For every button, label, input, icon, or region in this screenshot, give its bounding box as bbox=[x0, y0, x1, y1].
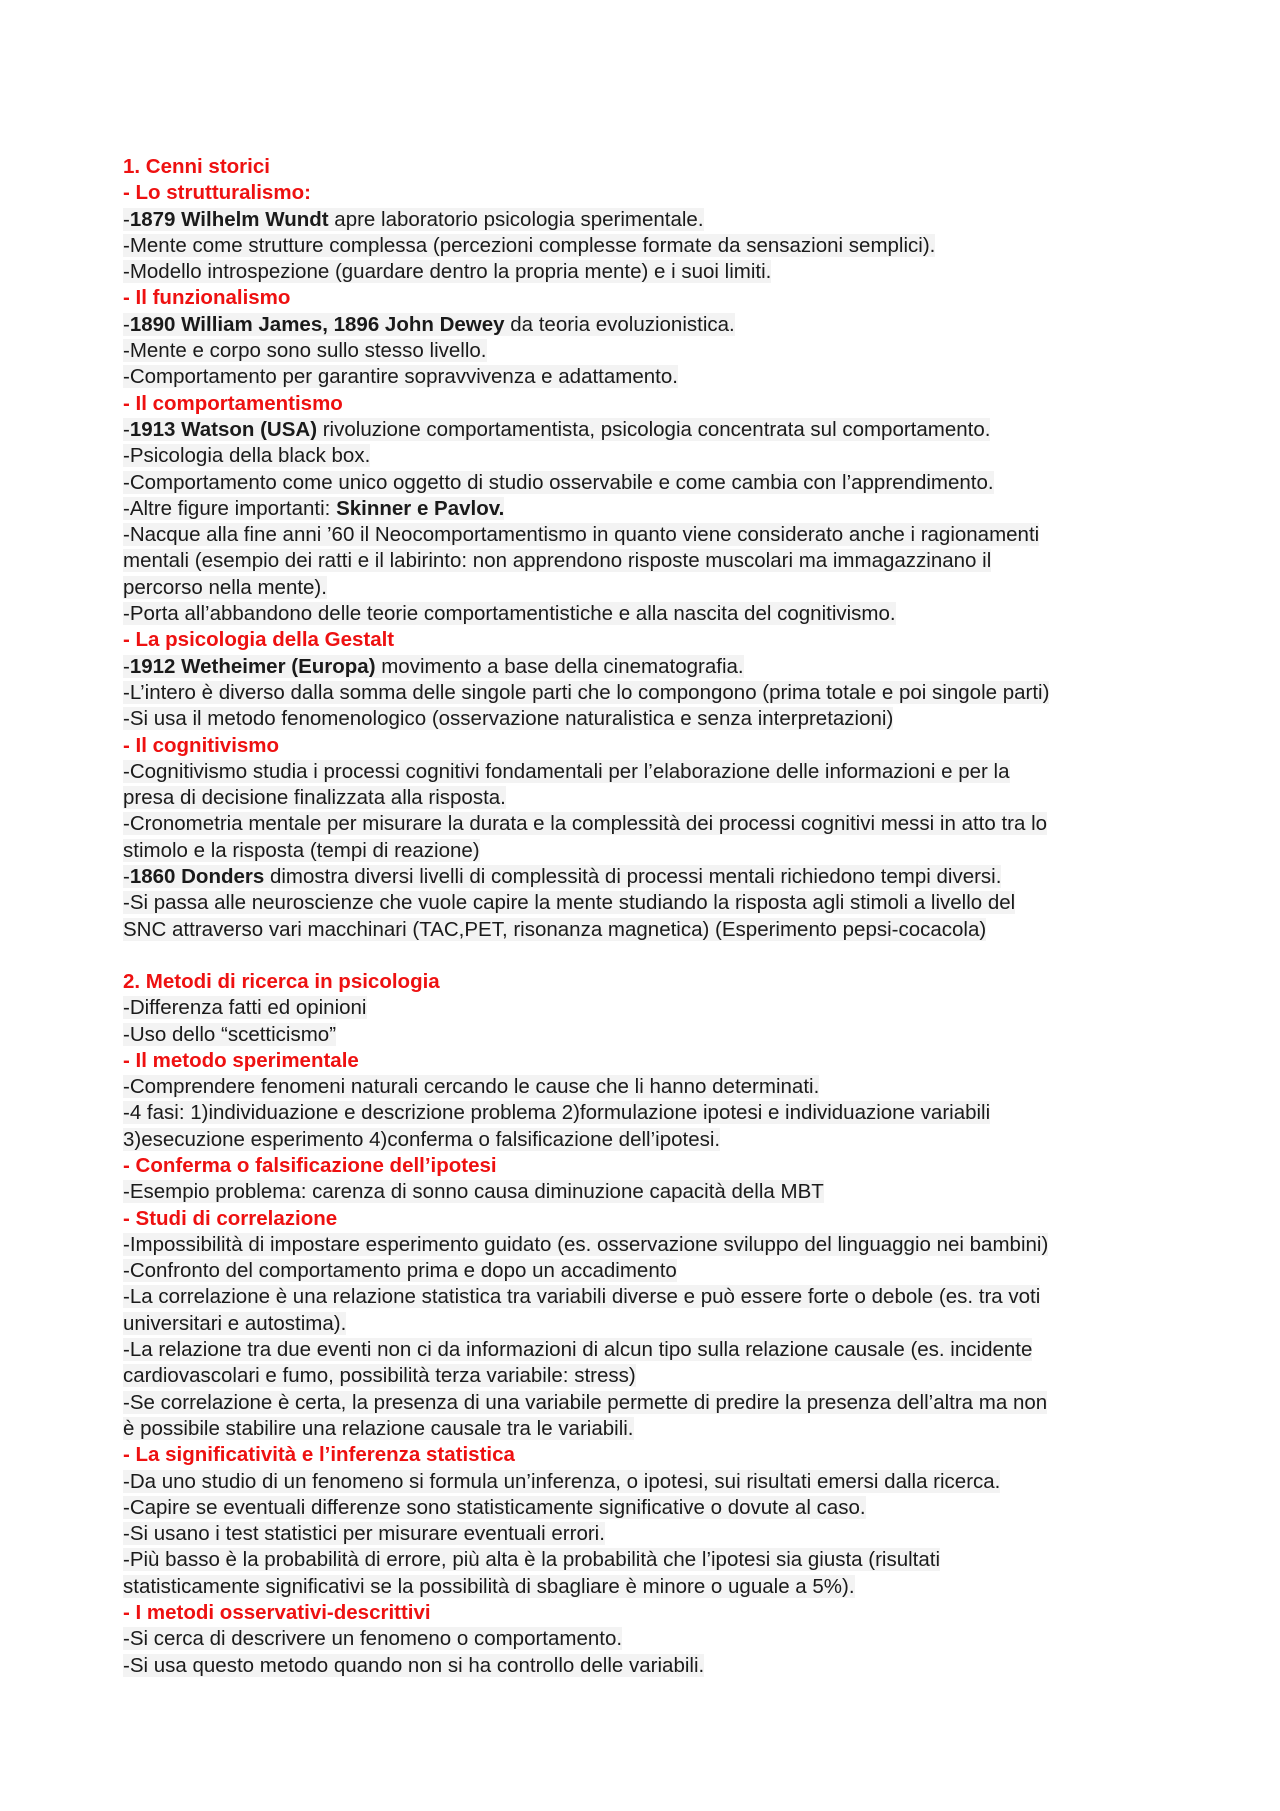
text-line bbox=[123, 259, 1173, 285]
text-line bbox=[123, 654, 1173, 680]
plain-text: Nacque alla fine anni ’60 il Neocomportamentismo in quanto viene considerato anche i ragionamenti bbox=[129, 523, 1040, 547]
plain-text: Capire se eventuali differenze sono statisticamente significative o dovute al caso. bbox=[129, 1495, 866, 1519]
text-line bbox=[123, 1100, 1173, 1126]
text-line-continuation bbox=[123, 548, 1173, 574]
text-line bbox=[123, 522, 1173, 548]
text-line bbox=[123, 759, 1173, 785]
plain-text: Si usano i test statistici per misurare eventuali errori. bbox=[129, 1522, 605, 1546]
text-line bbox=[123, 1258, 1173, 1284]
text-line-continuation bbox=[123, 575, 1173, 601]
plain-text: Differenza fatti ed opinioni bbox=[129, 996, 367, 1020]
line-text: -L’intero è diverso dalla somma delle singole parti che lo compongono (prima totale e poi singole parti) bbox=[123, 680, 1050, 704]
text-line bbox=[123, 1469, 1173, 1495]
line-text: -Più basso è la probabilità di errore, più alta è la probabilità che l’ipotesi sia giusta (risultati bbox=[123, 1548, 941, 1572]
line-text: -1890 William James, 1896 John Dewey da teoria evoluzionistica. bbox=[123, 312, 735, 336]
line-text: -Se correlazione è certa, la presenza di una variabile permette di predire la presenza dell’altra ma non bbox=[123, 1390, 1048, 1414]
line-text: presa di decisione finalizzata alla risposta. bbox=[123, 786, 506, 810]
plain-text: Si cerca di descrivere un fenomeno o comportamento. bbox=[129, 1627, 623, 1651]
text-line bbox=[123, 496, 1173, 522]
line-text: -Nacque alla fine anni ’60 il Neocomportamentismo in quanto viene considerato anche i ragionamenti bbox=[123, 523, 1040, 547]
plain-text: rivoluzione comportamentista, psicologia concentrata sul comportamento. bbox=[317, 417, 991, 441]
line-text: -Cognitivismo studia i processi cognitivi fondamentali per l’elaborazione delle informazioni e per la bbox=[123, 759, 1010, 783]
text-line bbox=[123, 811, 1173, 837]
line-text: -Comportamento per garantire sopravvivenza e adattamento. bbox=[123, 365, 678, 389]
plain-text: Da uno studio di un fenomeno si formula un’inferenza, o ipotesi, sui risultati emersi dalla ricerca. bbox=[129, 1469, 1001, 1493]
line-text: -Da uno studio di un fenomeno si formula un’inferenza, o ipotesi, sui risultati emersi dalla ricerca. bbox=[123, 1469, 1001, 1493]
text-line bbox=[123, 1022, 1173, 1048]
text-line bbox=[123, 1337, 1173, 1363]
text-line bbox=[123, 706, 1173, 732]
line-text: percorso nella mente). bbox=[123, 575, 327, 599]
text-line-continuation bbox=[123, 1311, 1173, 1337]
plain-text: dimostra diversi livelli di complessità di processi mentali richiedono tempi diversi. bbox=[264, 865, 1002, 889]
text-line bbox=[123, 864, 1173, 890]
line-text: -Porta all’abbandono delle teorie comportamentistiche e alla nascita del cognitivismo. bbox=[123, 602, 896, 626]
text-line bbox=[123, 1284, 1173, 1310]
text-line bbox=[123, 1653, 1173, 1679]
plain-text: movimento a base della cinematografia. bbox=[375, 654, 744, 678]
line-text: -Si usano i test statistici per misurare eventuali errori. bbox=[123, 1522, 605, 1546]
text-line bbox=[123, 443, 1173, 469]
plain-text: Mente e corpo sono sullo stesso livello. bbox=[129, 339, 487, 363]
section-title: 1. Cenni storici bbox=[123, 155, 270, 178]
text-line bbox=[123, 680, 1173, 706]
line-text: -Confronto del comportamento prima e dopo un accadimento bbox=[123, 1259, 677, 1283]
plain-text: da teoria evoluzionistica. bbox=[504, 312, 735, 336]
text-line bbox=[123, 312, 1173, 338]
line-text: -Mente come strutture complessa (percezioni complesse formate da sensazioni semplici). bbox=[123, 233, 936, 257]
document-page bbox=[123, 154, 1173, 1679]
text-line bbox=[123, 338, 1173, 364]
line-text: 3)esecuzione esperimento 4)conferma o falsificazione dell’ipotesi. bbox=[123, 1127, 721, 1151]
subsection-heading: - La psicologia della Gestalt bbox=[123, 628, 395, 652]
line-text: stimolo e la risposta (tempi di reazione) bbox=[123, 838, 480, 862]
text-line bbox=[123, 1232, 1173, 1258]
plain-text: Si usa questo metodo quando non si ha controllo delle variabili. bbox=[129, 1653, 705, 1677]
text-line bbox=[123, 1390, 1173, 1416]
subsection-heading: - Studi di correlazione bbox=[123, 1206, 338, 1230]
bold-text: 1913 Watson (USA) bbox=[129, 417, 318, 441]
text-line bbox=[123, 1074, 1173, 1100]
text-line-continuation bbox=[123, 917, 1173, 943]
line-text: -La correlazione è una relazione statistica tra variabili diverse e può essere forte o debole (es. tra voti bbox=[123, 1285, 1041, 1309]
text-line bbox=[123, 364, 1173, 390]
plain-text: Si usa il metodo fenomenologico (osservazione naturalistica e senza interpretazioni) bbox=[129, 707, 894, 731]
text-line bbox=[123, 470, 1173, 496]
line-text: -Mente e corpo sono sullo stesso livello. bbox=[123, 339, 487, 363]
plain-text: Porta all’abbandono delle teorie comportamentistiche e alla nascita del cognitivismo. bbox=[129, 602, 896, 626]
line-text: -Comportamento come unico oggetto di studio osservabile e come cambia con l’apprendimento. bbox=[123, 470, 994, 494]
text-line-continuation bbox=[123, 1416, 1173, 1442]
plain-text: Impossibilità di impostare esperimento guidato (es. osservazione sviluppo del linguaggio nei bambini) bbox=[129, 1232, 1049, 1256]
line-text: -La relazione tra due eventi non ci da informazioni di alcun tipo sulla relazione causale (es. incidente bbox=[123, 1338, 1033, 1362]
line-text: -Cronometria mentale per misurare la durata e la complessità dei processi cognitivi messi in atto tra lo bbox=[123, 812, 1048, 836]
subsection-heading: - Il funzionalismo bbox=[123, 286, 291, 310]
plain-text: Psicologia della black box. bbox=[129, 444, 371, 468]
text-line-continuation bbox=[123, 1363, 1173, 1389]
subsection-heading: - Il metodo sperimentale bbox=[123, 1048, 359, 1072]
text-line bbox=[123, 1179, 1173, 1205]
bold-text: 1860 Donders bbox=[129, 865, 265, 889]
line-text: -Esempio problema: carenza di sonno causa diminuzione capacità della MBT bbox=[123, 1180, 824, 1204]
text-line bbox=[123, 207, 1173, 233]
section-title: 2. Metodi di ricerca in psicologia bbox=[123, 969, 440, 993]
plain-text: Comprendere fenomeni naturali cercando le cause che li hanno determinati. bbox=[129, 1075, 820, 1099]
line-text: -Capire se eventuali differenze sono statisticamente significative o dovute al caso. bbox=[123, 1495, 866, 1519]
text-line-continuation bbox=[123, 785, 1173, 811]
text-line bbox=[123, 417, 1173, 443]
line-text: -1913 Watson (USA) rivoluzione comportamentista, psicologia concentrata sul comportamento. bbox=[123, 417, 991, 441]
line-text: statisticamente significativi se la possibilità di sbagliare è minore o uguale a 5%). bbox=[123, 1574, 855, 1598]
text-line bbox=[123, 1547, 1173, 1573]
text-line bbox=[123, 995, 1173, 1021]
line-text: -1860 Donders dimostra diversi livelli di complessità di processi mentali richiedono tempi diversi. bbox=[123, 865, 1002, 889]
section-gap bbox=[123, 943, 1173, 969]
line-text: -4 fasi: 1)individuazione e descrizione problema 2)formulazione ipotesi e individuazione variabili bbox=[123, 1101, 991, 1125]
line-text: è possibile stabilire una relazione causale tra le variabili. bbox=[123, 1416, 634, 1440]
line-text: -Modello introspezione (guardare dentro la propria mente) e i suoi limiti. bbox=[123, 260, 772, 284]
plain-text: apre laboratorio psicologia sperimentale. bbox=[328, 207, 704, 231]
subsection-heading: - Il comportamentismo bbox=[123, 391, 343, 415]
plain-text: Cognitivismo studia i processi cognitivi fondamentali per l’elaborazione delle informazioni e per la bbox=[129, 759, 1010, 783]
subsection-heading: - Lo strutturalismo: bbox=[123, 181, 311, 205]
line-text: -Si usa questo metodo quando non si ha controllo delle variabili. bbox=[123, 1653, 705, 1677]
line-text: mentali (esempio dei ratti e il labirinto: non apprendono risposte muscolari ma immagazzinano il bbox=[123, 549, 992, 573]
text-line-continuation bbox=[123, 1574, 1173, 1600]
bold-text: 1879 Wilhelm Wundt bbox=[129, 207, 329, 231]
text-line-continuation bbox=[123, 1127, 1173, 1153]
line-text: -Uso dello “scetticismo” bbox=[123, 1022, 337, 1046]
line-text: -Si usa il metodo fenomenologico (osservazione naturalistica e senza interpretazioni) bbox=[123, 707, 894, 731]
line-text: -Differenza fatti ed opinioni bbox=[123, 996, 367, 1020]
subsection-heading: - La significatività e l’inferenza statistica bbox=[123, 1443, 515, 1467]
text-line bbox=[123, 233, 1173, 259]
text-line bbox=[123, 1495, 1173, 1521]
bold-text: Skinner e Pavlov. bbox=[336, 496, 505, 520]
plain-text: Cronometria mentale per misurare la durata e la complessità dei processi cognitivi messi in atto tra lo bbox=[129, 812, 1048, 836]
line-text: -Impossibilità di impostare esperimento guidato (es. osservazione sviluppo del linguaggio nei bambini) bbox=[123, 1232, 1049, 1256]
line-text: -Comprendere fenomeni naturali cercando le cause che li hanno determinati. bbox=[123, 1075, 820, 1099]
line-text: SNC attraverso vari macchinari (TAC,PET, risonanza magnetica) (Esperimento pepsi-cocacola) bbox=[123, 917, 987, 941]
line-text: -Si cerca di descrivere un fenomeno o comportamento. bbox=[123, 1627, 623, 1651]
line-text: -Psicologia della black box. bbox=[123, 444, 371, 468]
subsection-heading: - Conferma o falsificazione dell’ipotesi bbox=[123, 1153, 497, 1177]
line-text: -Altre figure importanti: Skinner e Pavlov. bbox=[123, 496, 505, 520]
line-text: cardiovascolari e fumo, possibilità terza variabile: stress) bbox=[123, 1364, 636, 1388]
plain-text: 4 fasi: 1)individuazione e descrizione problema 2)formulazione ipotesi e individuazione variabili bbox=[129, 1101, 991, 1125]
plain-text: Se correlazione è certa, la presenza di una variabile permette di predire la presenza dell’altra ma non bbox=[129, 1390, 1048, 1414]
line-text: -1912 Wetheimer (Europa) movimento a base della cinematografia. bbox=[123, 654, 744, 678]
plain-text: La relazione tra due eventi non ci da informazioni di alcun tipo sulla relazione causale (es. incidente bbox=[129, 1338, 1033, 1362]
plain-text: Si passa alle neuroscienze che vuole capire la mente studiando la risposta agli stimoli a livello del bbox=[129, 891, 1016, 915]
plain-text: Mente come strutture complessa (percezioni complesse formate da sensazioni semplici). bbox=[129, 233, 936, 257]
text-line bbox=[123, 1626, 1173, 1652]
plain-text: Altre figure importanti: bbox=[129, 496, 337, 520]
plain-text: Comportamento come unico oggetto di studio osservabile e come cambia con l’apprendimento. bbox=[129, 470, 994, 494]
subsection-heading: - I metodi osservativi-descrittivi bbox=[123, 1601, 431, 1625]
line-text: universitari e autostima). bbox=[123, 1311, 347, 1335]
plain-text: Modello introspezione (guardare dentro la propria mente) e i suoi limiti. bbox=[129, 260, 772, 284]
text-line bbox=[123, 1521, 1173, 1547]
plain-text: Più basso è la probabilità di errore, più alta è la probabilità che l’ipotesi sia giusta (risultati bbox=[129, 1548, 941, 1572]
plain-text: Esempio problema: carenza di sonno causa diminuzione capacità della MBT bbox=[129, 1180, 824, 1204]
plain-text: Confronto del comportamento prima e dopo un accadimento bbox=[129, 1259, 677, 1283]
text-line bbox=[123, 601, 1173, 627]
text-line bbox=[123, 890, 1173, 916]
bold-text: 1890 William James, 1896 John Dewey bbox=[129, 312, 505, 336]
subsection-heading: - Il cognitivismo bbox=[123, 733, 280, 757]
text-line-continuation bbox=[123, 838, 1173, 864]
plain-text: Uso dello “scetticismo” bbox=[129, 1022, 337, 1046]
bold-text: 1912 Wetheimer (Europa) bbox=[129, 654, 376, 678]
plain-text: Comportamento per garantire sopravvivenza e adattamento. bbox=[129, 365, 678, 389]
line-text: -Si passa alle neuroscienze che vuole capire la mente studiando la risposta agli stimoli a livello del bbox=[123, 891, 1016, 915]
plain-text: La correlazione è una relazione statistica tra variabili diverse e può essere forte o debole (es. tra voti bbox=[129, 1285, 1041, 1309]
line-text: -1879 Wilhelm Wundt apre laboratorio psicologia sperimentale. bbox=[123, 207, 704, 231]
plain-text: L’intero è diverso dalla somma delle singole parti che lo compongono (prima totale e poi singole parti) bbox=[129, 680, 1050, 704]
